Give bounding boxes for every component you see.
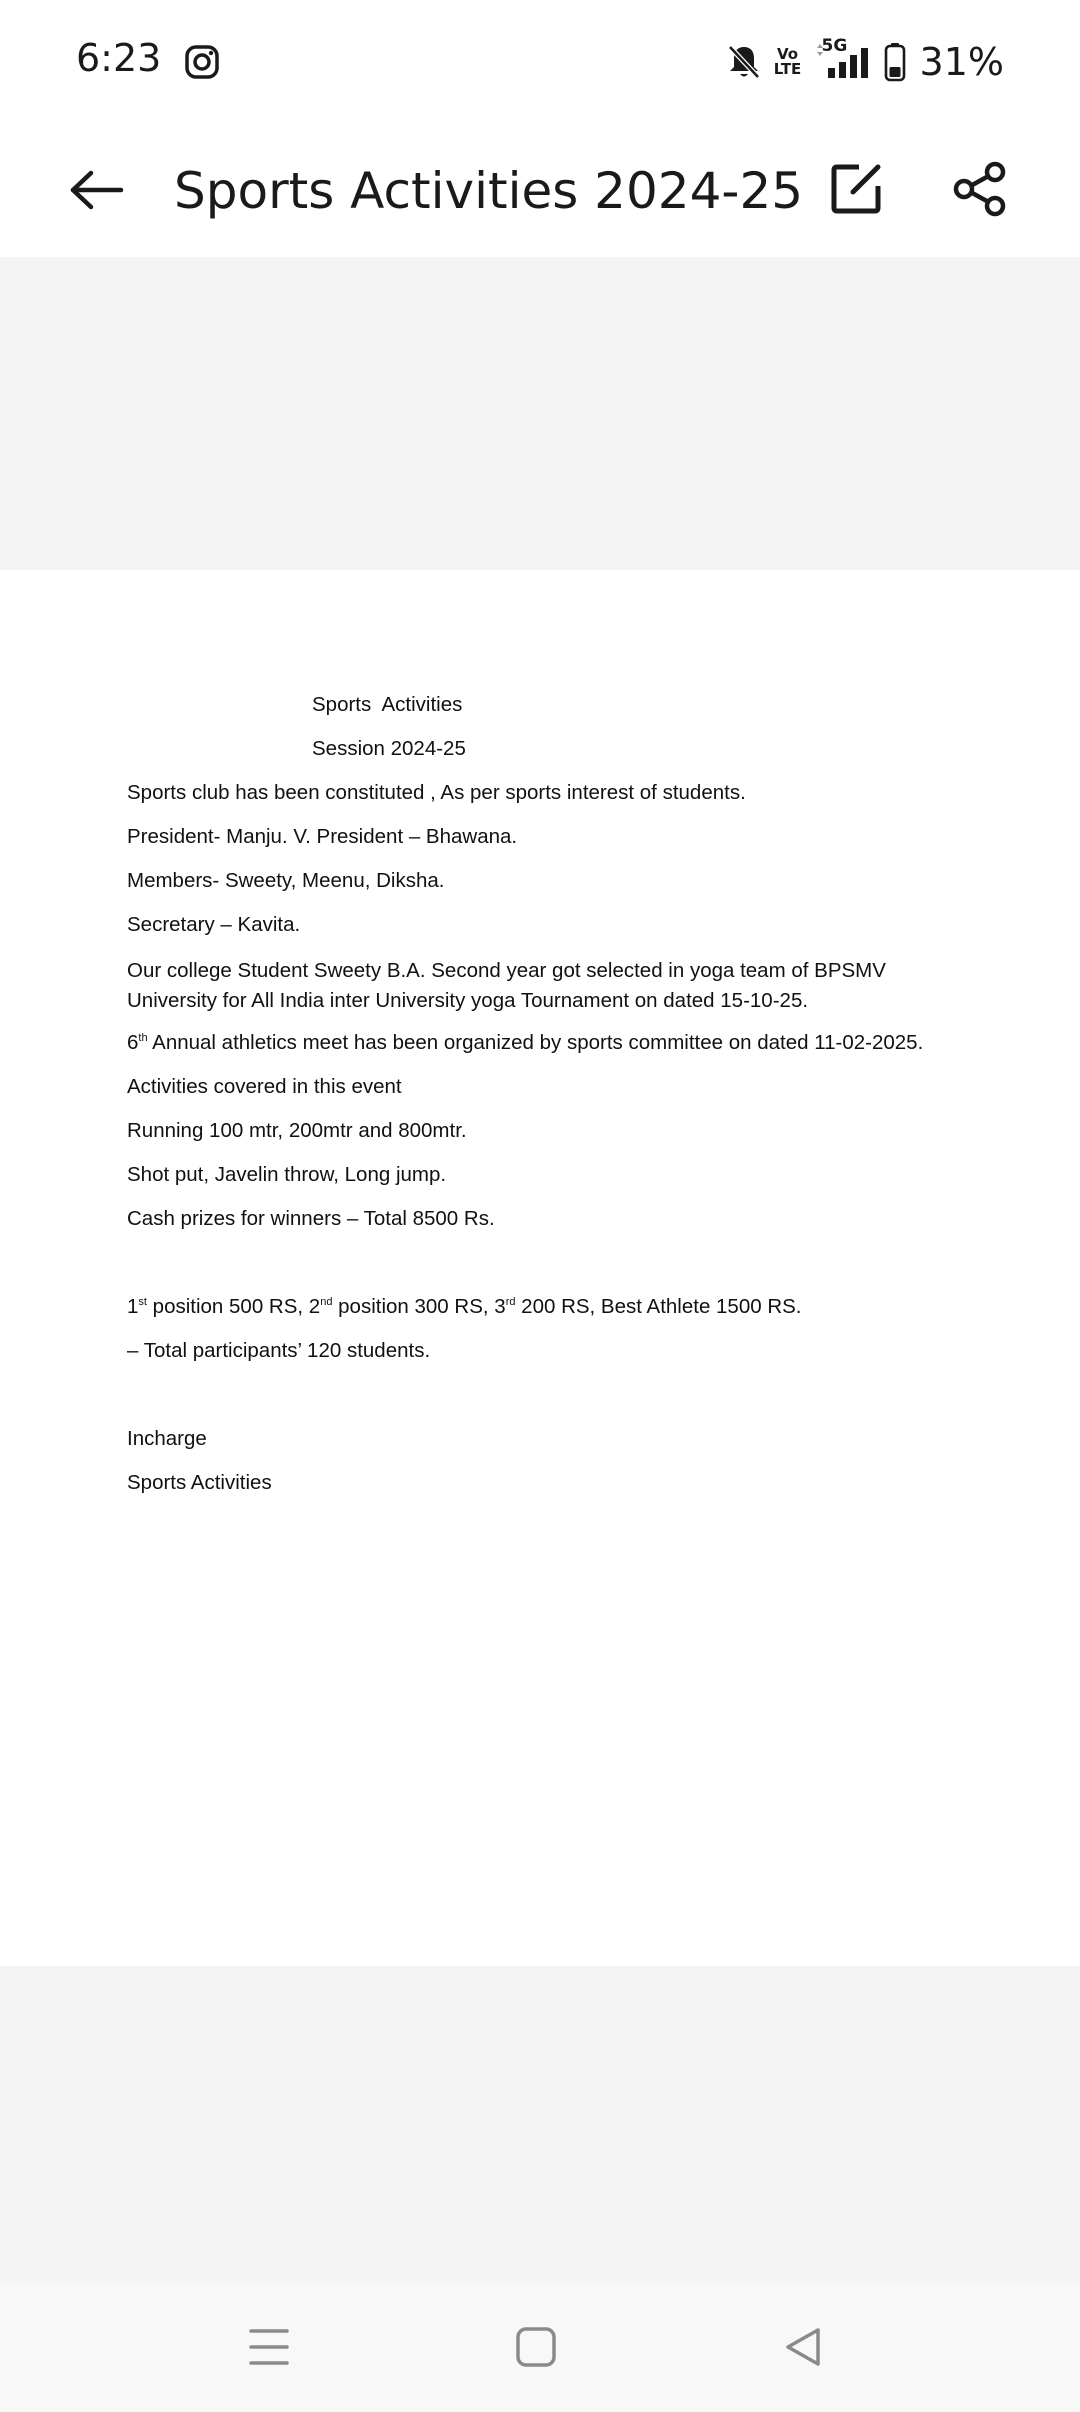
document-paragraph: 6th Annual athletics meet has been organized by sports committee on dated 11-02-2025.	[127, 1031, 924, 1054]
bell-off-icon	[726, 43, 762, 81]
home-button[interactable]	[498, 2309, 574, 2385]
navigation-bar	[0, 2281, 1080, 2412]
document-paragraph: – Total participants’ 120 students.	[127, 1339, 431, 1362]
status-bar	[0, 0, 1080, 125]
signal-5g-icon: 5G	[814, 42, 872, 82]
edit-icon	[829, 162, 883, 216]
document-session: Session 2024-25	[312, 737, 466, 760]
app-bar	[0, 125, 1080, 257]
share-button[interactable]	[944, 153, 1016, 225]
instagram-icon	[184, 44, 220, 80]
document-paragraph: Cash prizes for winners – Total 8500 Rs.	[127, 1207, 495, 1230]
page-title: Sports Activities 2024-25	[174, 162, 804, 220]
recents-button[interactable]	[231, 2309, 307, 2385]
share-icon	[952, 161, 1008, 217]
battery-icon	[884, 42, 906, 82]
document-heading: Sports Activities	[312, 693, 463, 716]
nav-back-button[interactable]	[765, 2309, 841, 2385]
status-icons	[726, 38, 1004, 86]
back-arrow-icon	[69, 170, 125, 210]
back-button[interactable]	[62, 155, 132, 225]
document-paragraph: Members- Sweety, Meenu, Diksha.	[127, 869, 445, 892]
document-paragraph: Our college Student Sweety B.A. Second year got selected in yoga team of BPSMV University for All India inter University yoga Tournament on dated 15-10-25.	[127, 959, 886, 1012]
document-paragraph: Activities covered in this event	[127, 1075, 402, 1098]
document-paragraph: Running 100 mtr, 200mtr and 800mtr.	[127, 1119, 467, 1142]
home-icon	[515, 2326, 557, 2368]
document-paragraph: Shot put, Javelin throw, Long jump.	[127, 1163, 447, 1186]
document-paragraph: Secretary – Kavita.	[127, 913, 301, 936]
document-content	[127, 692, 957, 1514]
document-signature-title: Incharge	[127, 1427, 207, 1450]
edit-button[interactable]	[820, 153, 892, 225]
document-paragraph: President- Manju. V. President – Bhawana.	[127, 825, 518, 848]
document-signature-dept: Sports Activities	[127, 1471, 272, 1494]
document-paragraph: 1st position 500 RS, 2nd position 300 RS, 3rd 200 RS, Best Athlete 1500 RS.	[127, 1295, 802, 1318]
document-page[interactable]	[0, 570, 1080, 1966]
menu-icon	[247, 2327, 291, 2367]
status-time: 6:23	[76, 36, 162, 80]
document-paragraph: Sports club has been constituted , As per sports interest of students.	[127, 781, 746, 804]
battery-percent: 31%	[919, 40, 1004, 84]
volte-icon: Vo LTE	[773, 45, 802, 78]
back-icon	[782, 2326, 824, 2368]
